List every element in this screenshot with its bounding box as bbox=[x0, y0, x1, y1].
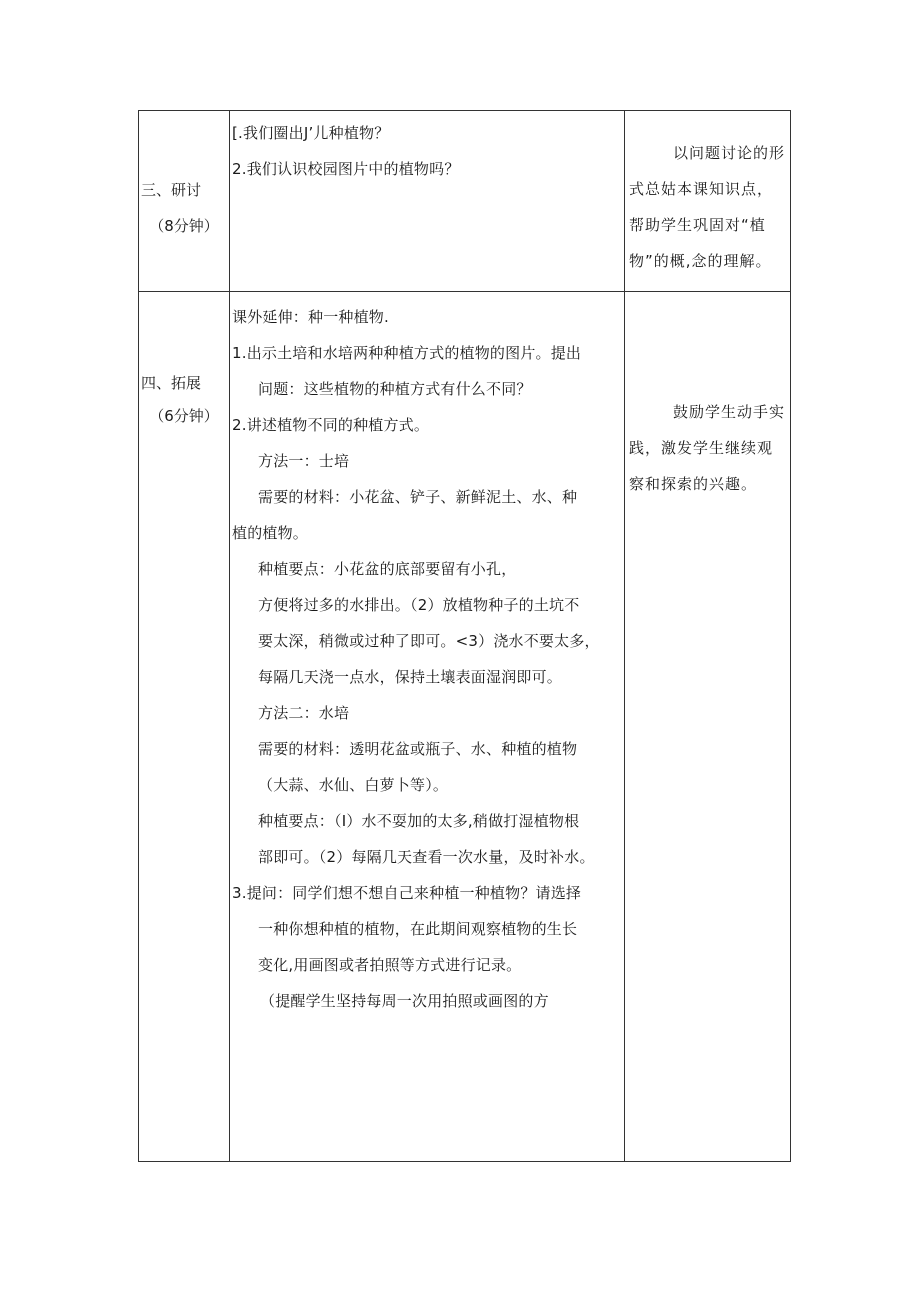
table-row-research bbox=[139, 111, 791, 292]
table-row-extension bbox=[139, 292, 791, 1162]
content-line: （提醒学生坚持每周一次用拍照或画图的方 bbox=[260, 992, 549, 1010]
content-line: 需要的材料：透明花盆或瓶子、水、种植的植物 bbox=[258, 740, 578, 758]
content-line: 3.提问：同学们想不想自己来种植一种植物？请选择 bbox=[232, 884, 582, 902]
content-cell-extension bbox=[230, 292, 625, 1162]
content-line: 方便将过多的水排出。（2）放植物种子的土坑不 bbox=[258, 596, 580, 614]
content-line: 种植要点：（I）水不耍加的太多,稍做打湿植物根 bbox=[258, 812, 580, 830]
content-line: [.我们圈出J’儿种植物？ bbox=[232, 124, 390, 142]
content-line: 方法二：水培 bbox=[258, 704, 350, 722]
content-line: 1.出示土培和水培两种种植方式的植物的图片。提出 bbox=[232, 344, 582, 362]
content-line: 每隔几天浇一点水，保持土壤表面湿润即可。 bbox=[258, 668, 563, 686]
content-line: 植的植物。 bbox=[232, 524, 309, 542]
content-line: 要太深，稍微或过种了即可。<3）浇水不要太多， bbox=[258, 632, 600, 650]
content-line: 2.我们认识校园图片中的植物吗？ bbox=[232, 160, 460, 178]
content-cell-research bbox=[230, 111, 625, 292]
design-note: 鼓励学生动手实践，激发学生继续观察和探索的兴趣。 bbox=[629, 403, 786, 493]
content-line: 课外延伸：种一种植物. bbox=[232, 308, 389, 326]
stage-name: 三、研讨 bbox=[141, 181, 202, 199]
content-line: 2.讲述植物不同的种植方式。 bbox=[232, 416, 430, 434]
content-line: 部即可。（2）每隔几天查看一次水量，及时补水。 bbox=[258, 848, 595, 866]
stage-cell-research bbox=[139, 111, 230, 292]
lesson-plan-table bbox=[138, 110, 791, 1162]
stage-time: （6分钟） bbox=[149, 407, 219, 425]
content-line: 种植要点：小花盆的底部要留有小孔， bbox=[258, 560, 517, 578]
content-line: 需要的材料：小花盆、铲子、新鲜泥土、水、种 bbox=[258, 488, 578, 506]
content-line: 方法一：士培 bbox=[258, 452, 350, 470]
design-note: 以问题讨论的形式总姑本课知识点，帮助学生巩固对“植物”的概,念的理解。 bbox=[629, 144, 786, 270]
content-line: 变化,用画图或者拍照等方式进行记录。 bbox=[258, 956, 522, 974]
stage-cell-extension bbox=[139, 292, 230, 1162]
content-line: 一种你想种植的植物，在此期间观察植物的生长 bbox=[258, 920, 578, 938]
note-cell-extension bbox=[625, 292, 791, 1162]
stage-time: （8分钟） bbox=[149, 217, 219, 235]
content-line: 问题：这些植物的种植方式有什么不同？ bbox=[258, 380, 532, 398]
stage-name: 四、拓展 bbox=[141, 374, 202, 392]
note-cell-research bbox=[625, 111, 791, 292]
content-line: （大蒜、水仙、白萝卜等）。 bbox=[258, 776, 449, 794]
